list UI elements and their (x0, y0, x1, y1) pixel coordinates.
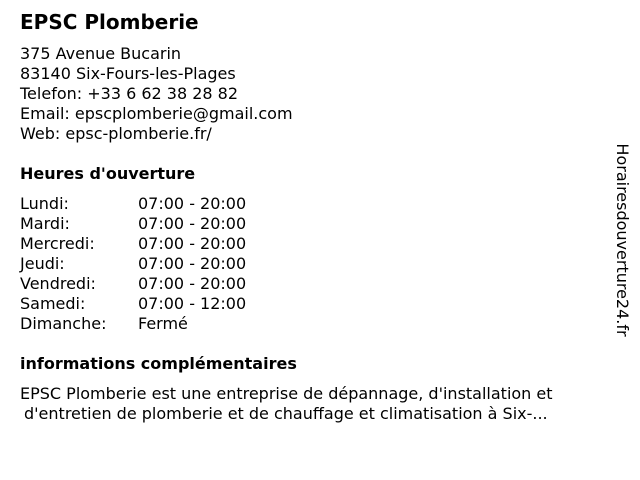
day-hours: 07:00 - 20:00 (138, 234, 247, 253)
contact-block (20, 44, 293, 144)
day-label: Lundi: (20, 194, 69, 213)
info-description (20, 384, 600, 424)
day-hours: 07:00 - 20:00 (138, 214, 247, 233)
day-hours: 07:00 - 20:00 (138, 274, 247, 293)
day-hours: 07:00 - 20:00 (138, 254, 247, 273)
day-hours: 07:00 - 12:00 (138, 294, 247, 313)
site-watermark: Horairesdouverture24.fr (613, 143, 632, 337)
hours-heading: Heures d'ouverture (20, 164, 196, 183)
day-label: Mardi: (20, 214, 70, 233)
email-line: Email: epscplomberie@gmail.com (20, 104, 293, 123)
phone-line: Telefon: +33 6 62 38 28 82 (20, 84, 239, 103)
day-hours: Fermé (138, 314, 188, 333)
day-label: Jeudi: (20, 254, 65, 273)
address-line-1: 375 Avenue Bucarin (20, 44, 182, 63)
address-line-2: 83140 Six-Fours-les-Plages (20, 64, 236, 83)
day-label: Dimanche: (20, 314, 107, 333)
business-name: EPSC Plomberie (20, 10, 199, 34)
info-heading: informations complémentaires (20, 354, 297, 373)
day-hours: 07:00 - 20:00 (138, 194, 247, 213)
day-label: Mercredi: (20, 234, 95, 253)
day-label: Samedi: (20, 294, 86, 313)
info-line-2: d'entretien de plomberie et de chauffage et climatisation à Six-... (24, 404, 548, 423)
day-label: Vendredi: (20, 274, 96, 293)
info-line-1: EPSC Plomberie est une entreprise de dépannage, d'installation et (20, 384, 553, 403)
web-line: Web: epsc-plomberie.fr/ (20, 124, 212, 143)
